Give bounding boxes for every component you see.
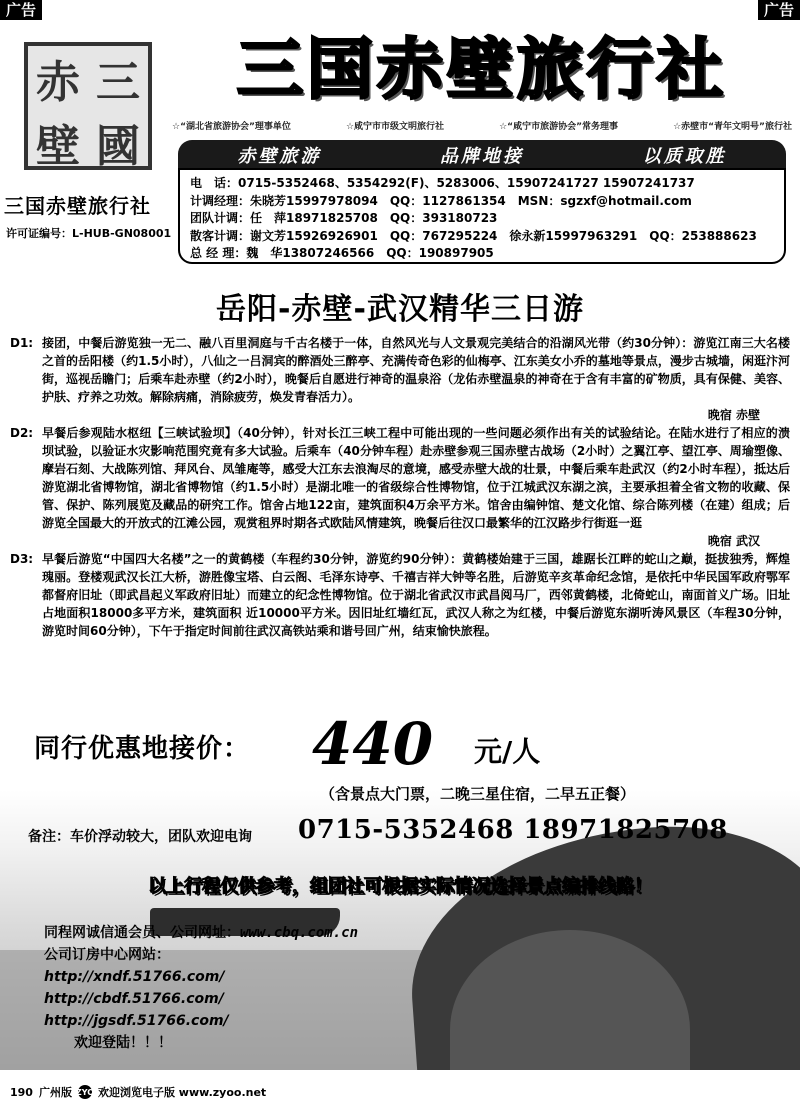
page-title: 三国赤壁旅行社 — [237, 31, 727, 108]
contact-row: 团队计调：任 萍18971825708 QQ：393180723 — [190, 211, 498, 225]
slogan-item: 赤壁旅游 — [237, 146, 322, 167]
footer-text: 欢迎浏览电子版 www.zyoo.net — [97, 1086, 267, 1099]
day-text: 接团，中餐后游览独一无二、融八百里洞庭与千古名楼于一体，自然风光与人文景观完美结合的沿湖风光带（约30分钟）：游览江南三大名楼之首的岳阳楼（约1.5小时），八仙之一吕洞宾的醉酒处三醉亭、充满传奇色彩的仙梅亭、江东美女小乔的墓地等景点，漫步古城墙，闲逛汴河街，巡视岳瞻门；后乘车赴赤壁（约2小时），晚餐后自愿进行神奇的温泉浴（龙佑赤壁温泉的神奇在于含有丰富的矿物质，具有保健、美容、护肤、疗养之功效。解除病痛，消除疲劳，焕发青春活力）。 — [42, 336, 790, 404]
slogan-item: 品牌地接 — [439, 146, 524, 167]
day-label: D3: — [10, 552, 34, 566]
honor-item: ☆咸宁市市级文明旅行社 — [345, 122, 445, 132]
seal-char: 國 — [96, 121, 140, 172]
itinerary-day — [10, 334, 790, 406]
order-site-link[interactable]: http://cbdf.51766.com/ — [44, 991, 224, 1007]
honor-item: ☆“湖北省旅游协会”理事单位 — [172, 122, 291, 132]
price-amount: 440 — [312, 710, 434, 778]
company-url-link[interactable]: www.cbq.com.cn — [240, 925, 359, 941]
price-includes: （含景点大门票，二晚三星住宿，二早五正餐） — [320, 785, 636, 803]
member-line — [44, 922, 358, 944]
welcome-text: 欢迎登陆！！！ — [74, 1035, 172, 1051]
honor-item: ☆“咸宁市旅游协会”常务理事 — [499, 122, 619, 132]
day-label: D2: — [10, 426, 34, 440]
page-number: 190 — [10, 1085, 33, 1099]
seal-char: 赤 — [36, 57, 80, 108]
tour-title: 岳阳-赤壁-武汉精华三日游 — [216, 292, 584, 327]
license-number: 许可证编号：L-HUB-GN08001 — [6, 227, 172, 240]
ad-tag-right: 广告 — [758, 0, 800, 20]
contact-row: 计调经理：朱晓芳15997978094 QQ：1127861354 MSN：sgzxf@hotmail.com — [190, 193, 692, 208]
order-site-link[interactable]: http://jgsdf.51766.com/ — [44, 1013, 229, 1029]
seal-char: 三 — [96, 57, 140, 108]
footer — [10, 1084, 266, 1100]
honors-line — [172, 119, 792, 132]
ad-tag-left: 广告 — [0, 0, 42, 20]
order-title: 公司订房中心网站： — [44, 947, 170, 963]
day-text: 早餐后游览“中国四大名楼”之一的黄鹤楼（车程约30分钟，游览约90分钟）：黄鹤楼始建于三国，雄踞长江畔的蛇山之巅，挺拔独秀，辉煌瑰丽。登楼观武汉长江大桥，游胜像宝塔、白云阁、毛泽东诗亭、千禧吉祥大钟等名胜，后游览辛亥革命纪念馆，是依托中华民国军政府鄂军都督府旧址（即武昌起义军政府旧址）而建立的纪念性博物馆。位于湖北省武汉市武昌阅马厂，西邻黄鹤楼，北倚蛇山，南面首义广场。旧址占地面积18000多平方米，建筑面积 近10000平方米。因旧址红墙红瓦，武汉人称之为红楼，中餐后游览东湖听涛风景区（车程30分钟，游览时间60分钟），下午于指定时间前往武汉高铁站乘和谐号回广州，结束愉快旅程。 — [42, 552, 790, 638]
contact-row: 总 经 理：魏 华13807246566 QQ：190897905 — [190, 246, 494, 260]
note-phone: 0715-5352468 18971825708 — [298, 815, 728, 845]
contact-row: 散客计调：谢文芳15926926901 QQ：767295224 徐永新15997963291 QQ：253888623 — [190, 228, 757, 243]
slogan-band — [178, 140, 786, 170]
itinerary-day — [10, 550, 790, 640]
member-label: 同程网诚信通会员、公司网址： — [44, 925, 240, 941]
honor-item: ☆赤壁市“青年文明号”旅行社 — [673, 122, 792, 132]
seal-char: 壁 — [36, 121, 80, 172]
web-info — [44, 922, 358, 1054]
day-label: D1: — [10, 336, 34, 350]
day-stay: 晚宿 武汉 — [707, 534, 760, 548]
zyo-logo-icon: ZYO — [78, 1085, 92, 1099]
company-logo — [14, 38, 164, 178]
order-site-link[interactable]: http://xndf.51766.com/ — [44, 969, 225, 985]
logo-seal-icon — [24, 42, 152, 170]
day-stay: 晚宿 赤壁 — [707, 408, 760, 422]
price-unit: 元/人 — [474, 735, 541, 768]
edition-label: 广州版 — [38, 1086, 72, 1099]
itinerary — [10, 334, 790, 640]
price-label: 同行优惠地接价： — [34, 734, 251, 764]
slogan-item: 以质取胜 — [642, 146, 727, 167]
logo-company-name: 三国赤壁旅行社 — [4, 194, 151, 218]
itinerary-day — [10, 424, 790, 532]
contact-box — [178, 168, 786, 264]
disclaimer: 以上行程仅供参考，组团社可根据实际情况选择景点编排线路！ — [148, 876, 652, 897]
contact-row: 电 话：0715-5352468、5354292(F)、5283006、15907241727 15907241737 — [190, 176, 695, 190]
note-label: 备注：车价浮动较大，团队欢迎电询 — [28, 829, 252, 845]
day-text: 早餐后参观陆水枢纽【三峡试验坝】（40分钟），针对长江三峡工程中可能出现的一些问题必须作出有关的试验结论。在陆水进行了相应的溃坝试验，以验证水灾影响范围究竟有多大试验。后乘车（40分钟车程）赴赤壁参观三国赤壁古战场（2小时）之翼江亭、望江亭、周瑜塑像、摩岩石刻、大战陈列馆、拜风台、凤雏庵等，感受大江东去浪淘尽的意境，感受赤壁大战的壮景，中餐后乘车赴武汉（约2小时车程），抵达后游览湖北省博物馆，湖北省博物馆（约1.5小时）是湖北唯一的省级综合性博物馆，位于江城武汉东湖之滨，主要承担着全省文物的收藏、保管、保护、陈列展览及藏品的研究工作。馆舍占地122亩，建筑面积4万余平方米。馆舍由编钟馆、楚文化馆、综合陈列楼（在建）组成；后游览全国最大的开放式的江滩公园，观赏租界时期各式欧陆风情建筑，晚餐后往汉口最繁华的江汉路步行街逛一逛 — [42, 426, 790, 530]
